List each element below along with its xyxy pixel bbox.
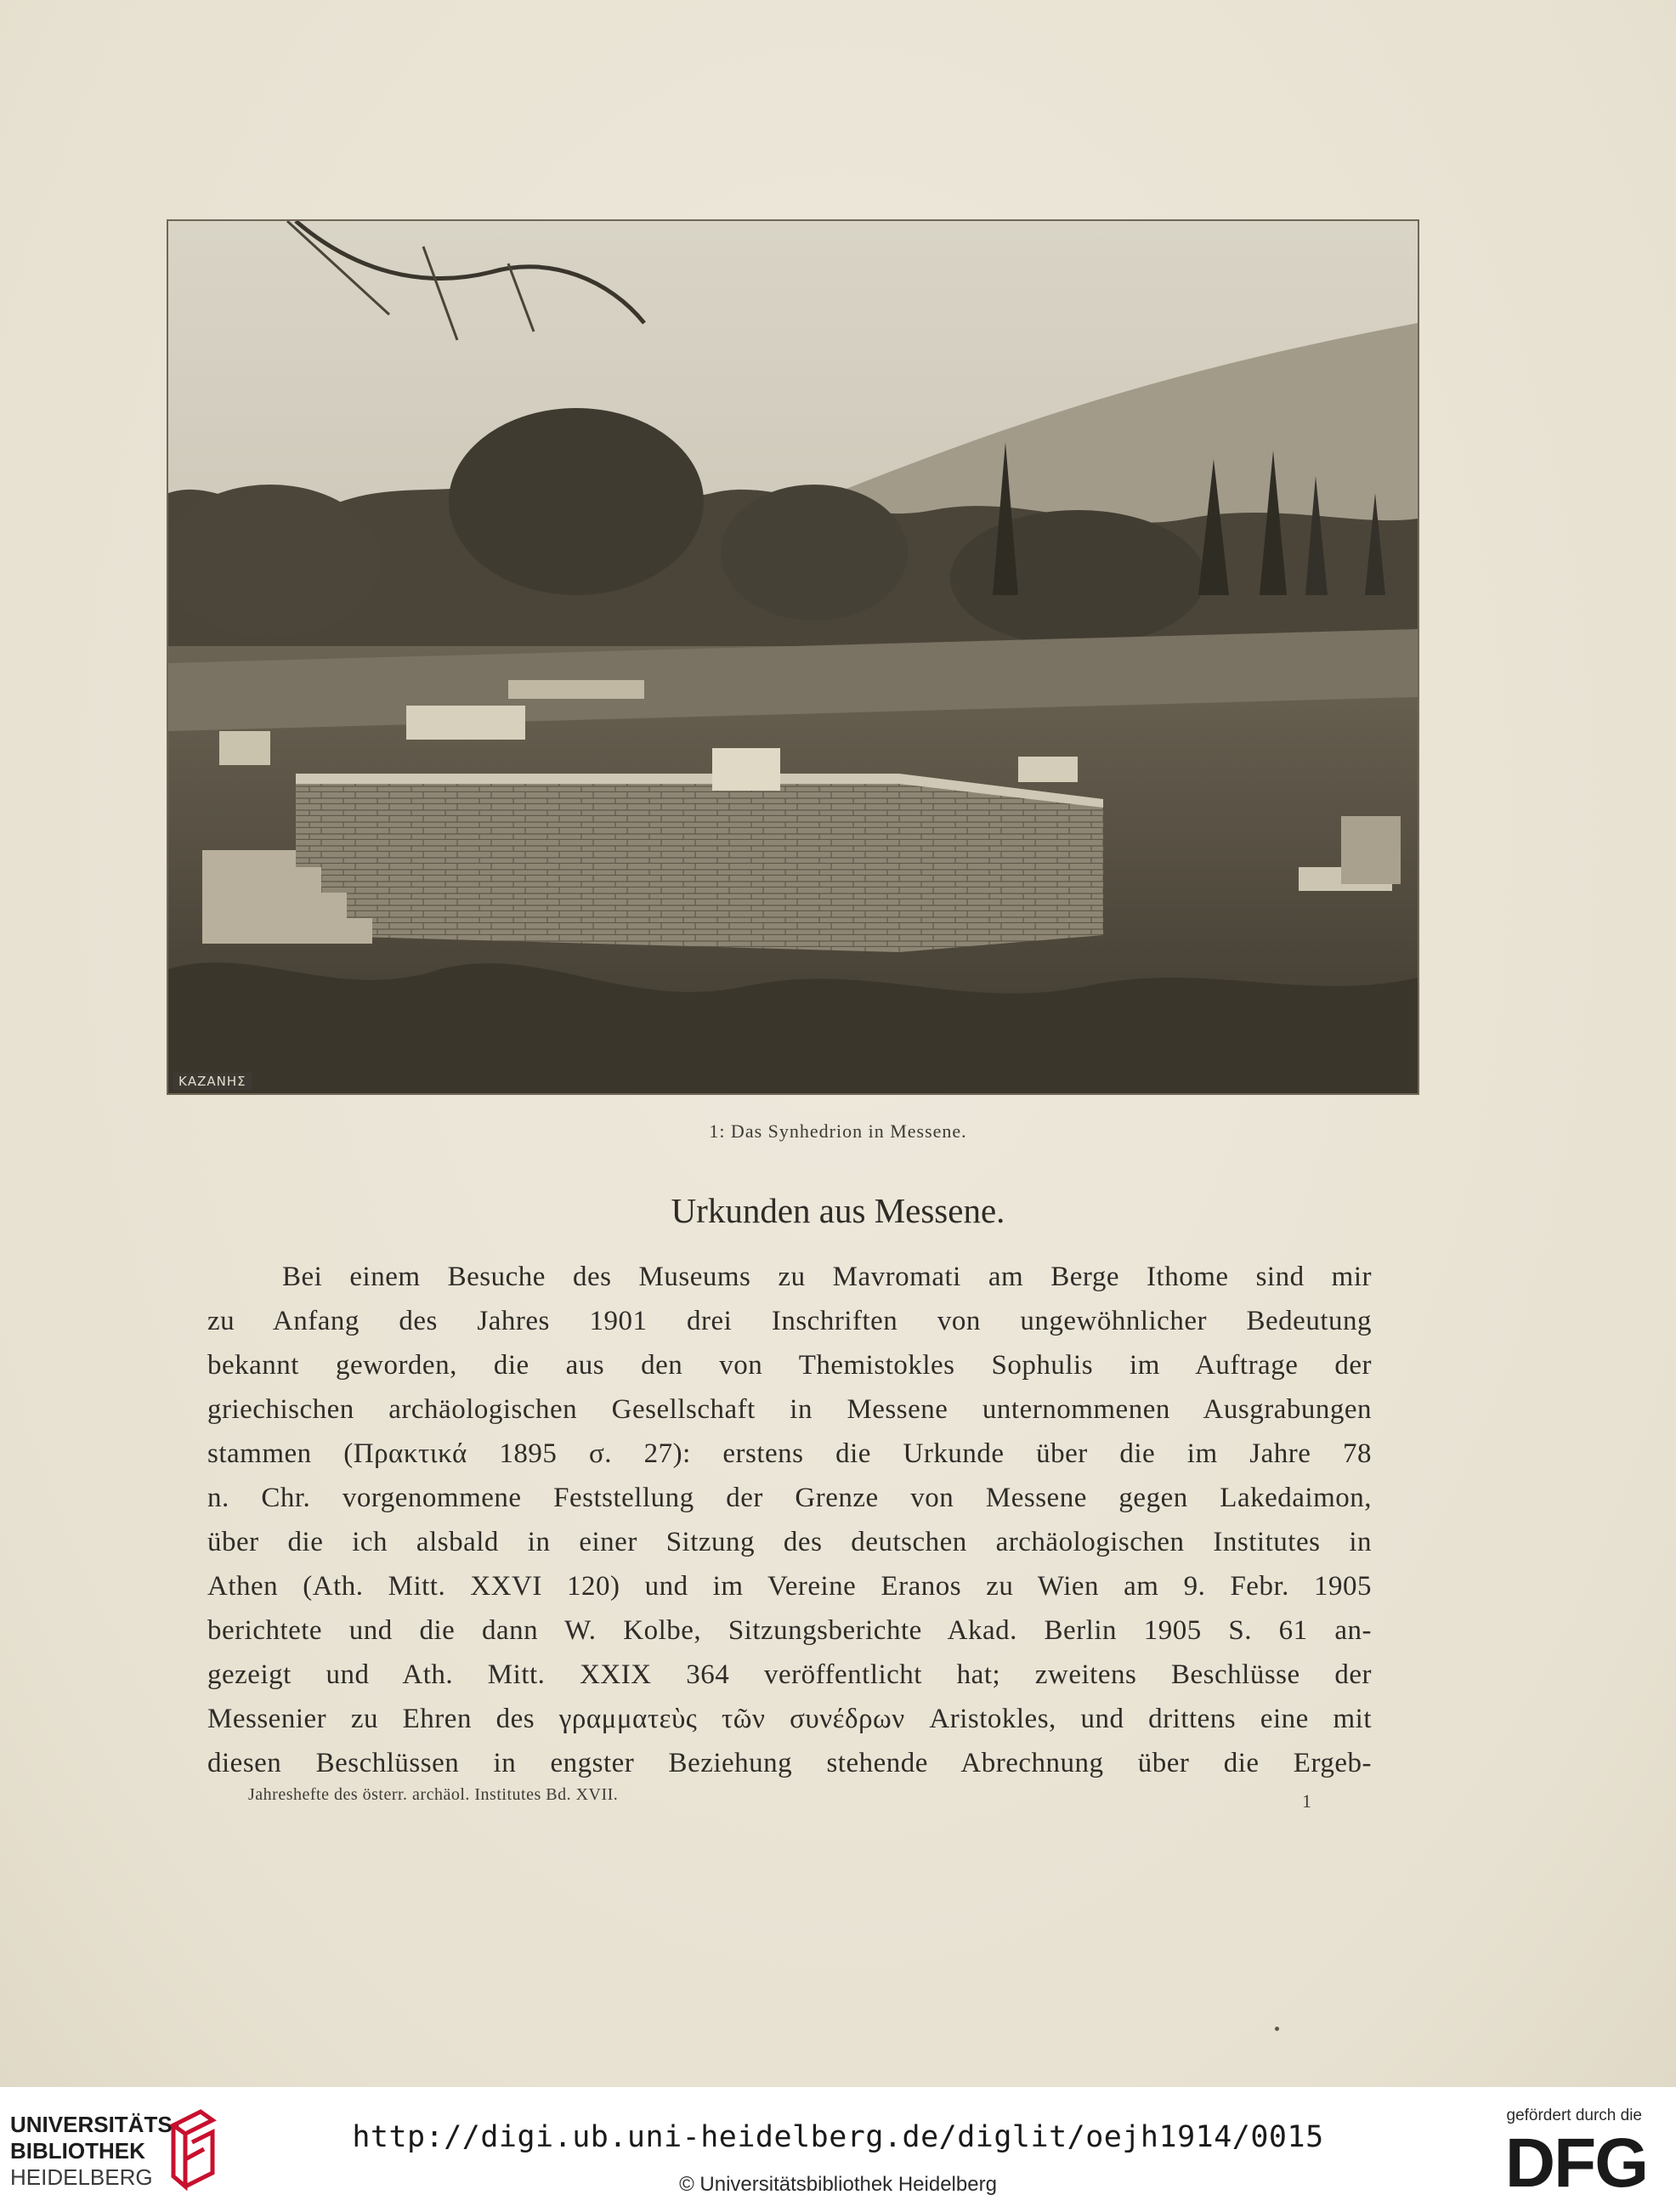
- funding-note: gefördert durch die: [1506, 2107, 1642, 2124]
- library-name-line2: BIBLIOTHEK: [10, 2138, 145, 2164]
- body-line: Messenier zu Ehren des γραμματεὺς τῶν συνέδρων Aristokles, und drittens eine mit: [207, 1704, 1372, 1734]
- copyright-notice: © Universitätsbibliothek Heidelberg: [679, 2173, 997, 2196]
- body-line: stammen (Πρακτικά 1895 σ. 27): erstens die Urkunde über die im Jahre 78: [207, 1438, 1372, 1469]
- body-line: griechischen archäologischen Gesellschaft in Messene unternommenen Ausgrabungen: [207, 1394, 1372, 1425]
- body-line: gezeigt und Ath. Mitt. XXIX 364 veröffentlicht hat; zweitens Beschlüsse der: [207, 1659, 1372, 1690]
- body-line: über die ich alsbald in einer Sitzung des deutschen archäologischen Institutes in: [207, 1527, 1372, 1557]
- body-line: Athen (Ath. Mitt. XXVI 120) und im Vereine Eranos zu Wien am 9. Febr. 1905: [207, 1571, 1372, 1602]
- body-line: diesen Beschlüssen in engster Beziehung stehende Abrechnung über die Ergeb-: [207, 1748, 1372, 1778]
- body-line: zu Anfang des Jahres 1901 drei Inschriften von ungewöhnlicher Bedeutung: [207, 1306, 1372, 1336]
- body-line: bekannt geworden, die aus den von Themistokles Sophulis im Auftrage der: [207, 1350, 1372, 1381]
- article-body: [207, 1255, 1372, 1785]
- figure-caption: 1: Das Synhedrion in Messene.: [709, 1120, 967, 1142]
- photo-credit: ΚΑΖΑΝΗΣ: [173, 1073, 252, 1090]
- photo-illustration: [168, 221, 1418, 1093]
- body-line: berichtete und die dann W. Kolbe, Sitzungsberichte Akad. Berlin 1905 S. 61 an-: [207, 1615, 1372, 1646]
- permalink-url[interactable]: http://digi.ub.uni-heidelberg.de/diglit/oejh1914/0015: [352, 2120, 1324, 2154]
- library-name-line3: HEIDELBERG: [10, 2164, 153, 2190]
- body-line: n. Chr. vorgenommene Feststellung der Grenze von Messene gegen Lakedaimon,: [207, 1483, 1372, 1513]
- body-line: Bei einem Besuche des Museums zu Mavromati am Berge Ithome sind mir: [282, 1262, 1372, 1292]
- page-number: 1: [1302, 1790, 1311, 1812]
- running-footer: Jahreshefte des österr. archäol. Institutes Bd. XVII.: [248, 1785, 619, 1804]
- paper-speck: [1275, 2027, 1279, 2031]
- library-name-line1: UNIVERSITÄTS-: [10, 2112, 180, 2137]
- synhedrion-photograph: [167, 219, 1419, 1095]
- article-heading: Urkunden aus Messene.: [671, 1191, 1005, 1230]
- dfg-logo: DFG: [1504, 2124, 1647, 2202]
